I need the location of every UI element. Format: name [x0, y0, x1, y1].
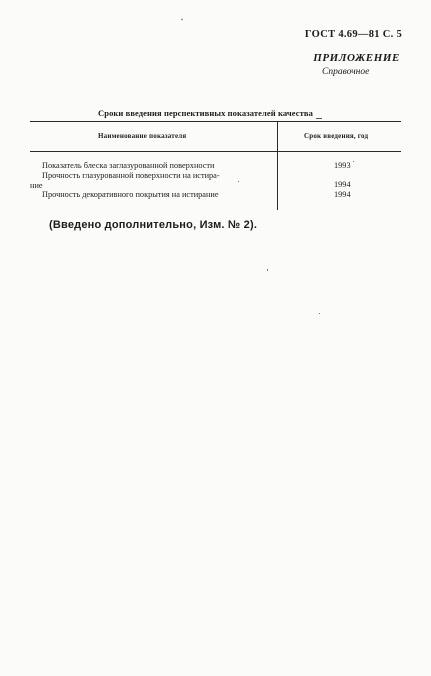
row-name-line: Прочность глазурованной поверхности на истира- — [42, 171, 220, 180]
row-year: 1993 — [334, 161, 351, 170]
scan-speck — [181, 19, 183, 21]
scan-speck — [353, 161, 354, 162]
appendix-title: ПРИЛОЖЕНИЕ — [313, 52, 400, 64]
scan-speck — [238, 181, 239, 182]
standard-header: ГОСТ 4.69—81 С. 5 — [304, 29, 402, 40]
row-year: 1994 — [334, 190, 351, 199]
row-name-line: Прочность декоративного покрытия на истирание — [42, 190, 219, 199]
table-top-rule — [30, 121, 401, 122]
amendment-note: (Введено дополнительно, Изм. № 2). — [49, 219, 258, 231]
scan-speck — [319, 313, 320, 314]
table-title: Сроки введения перспективных показателей качества — [98, 108, 322, 119]
table-header-rule — [30, 151, 401, 152]
row-year: 1994 — [334, 180, 351, 189]
indicators-table — [30, 121, 401, 210]
table-column-divider — [277, 121, 278, 210]
scan-speck — [267, 269, 268, 271]
column-header-term: Срок введения, год — [304, 132, 369, 140]
row-name-line: Показатель блеска заглазурованной поверхности — [42, 161, 215, 170]
appendix-subtitle: Справочное — [322, 67, 370, 77]
column-header-name: Наименование показателя — [98, 132, 187, 140]
row-name-line: ние — [30, 181, 43, 190]
